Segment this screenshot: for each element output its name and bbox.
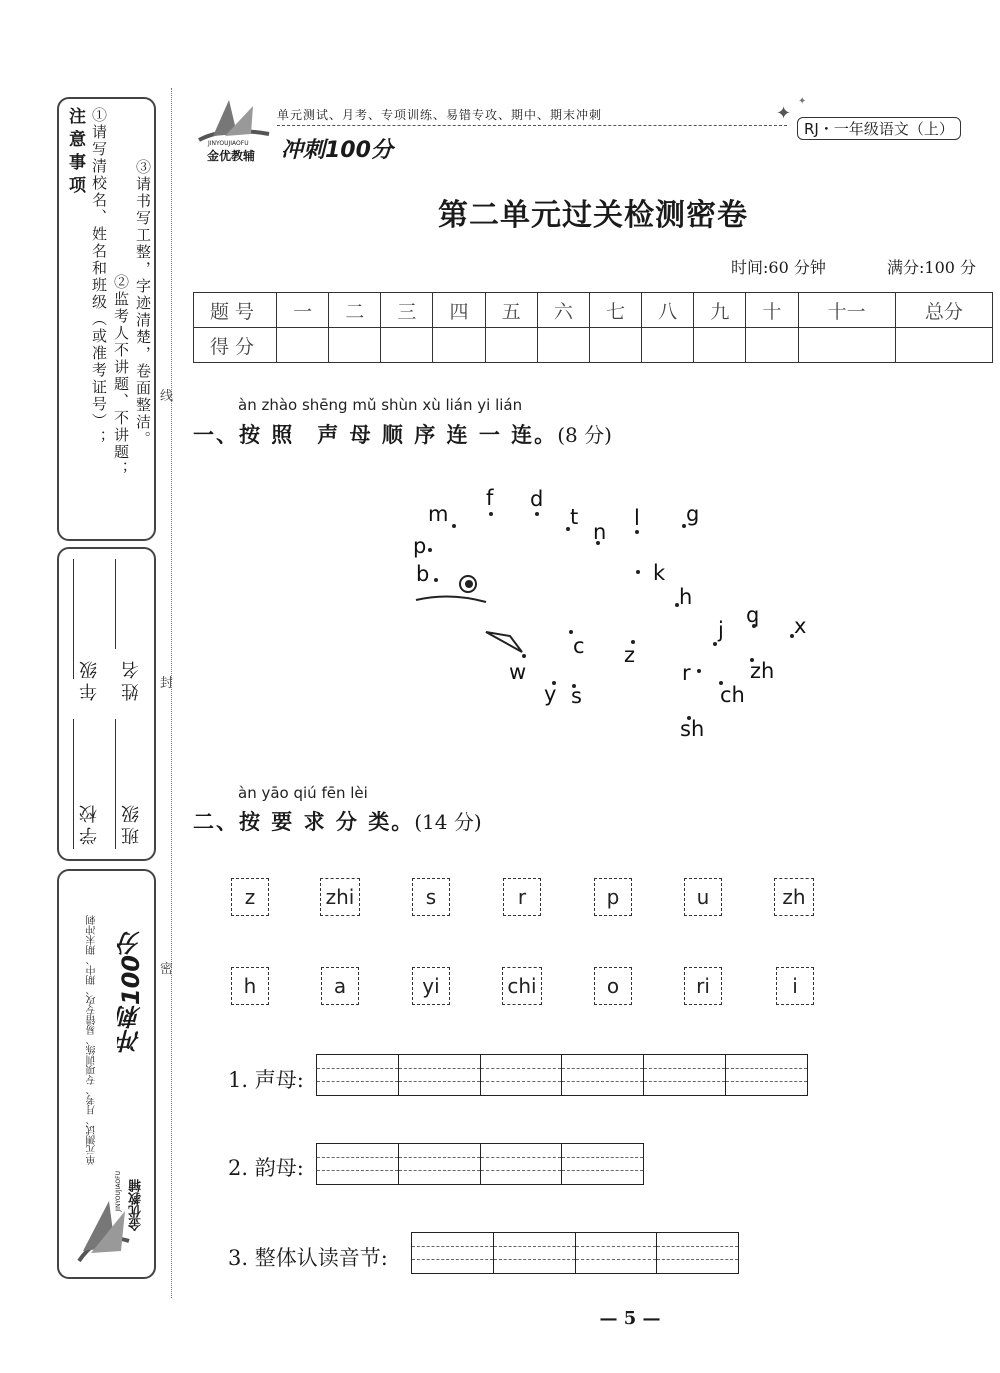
score-cell[interactable]: [694, 328, 746, 363]
answer-cell[interactable]: [656, 1233, 738, 1273]
cut-char-line: 线: [160, 389, 174, 404]
answer-cell[interactable]: [725, 1055, 807, 1095]
answer-cell[interactable]: [317, 1144, 398, 1184]
answer-cell[interactable]: [643, 1055, 725, 1095]
letter-g: g: [686, 502, 700, 526]
syllable-card[interactable]: r: [503, 878, 541, 916]
score-table: [193, 292, 993, 363]
syllable-card[interactable]: u: [684, 878, 722, 916]
answer-cell[interactable]: [575, 1233, 657, 1273]
letter-b: b: [416, 562, 430, 586]
section1-pinyin: àn zhào shēng mǔ shùn xù lián yi lián: [238, 396, 523, 414]
grade-badge: RJ・一年级语文（上）: [797, 117, 961, 140]
score-col: 二: [329, 293, 381, 328]
letter-h: h: [679, 585, 693, 609]
connect-dot-p[interactable]: [428, 548, 432, 552]
connect-dot-f[interactable]: [489, 512, 493, 516]
header-subtitle: 单元测试、月考、专项训练、易错专攻、期中、期末冲刺: [277, 108, 603, 122]
score-table-row: [194, 328, 993, 363]
answer-cell[interactable]: [561, 1055, 643, 1095]
score-cell[interactable]: [329, 328, 381, 363]
letter-sh: sh: [680, 717, 705, 741]
letter-ch: ch: [720, 683, 745, 707]
header-logo-cn: 金优教辅: [207, 149, 256, 163]
answer-cell[interactable]: [317, 1055, 398, 1095]
notice-line-3: ③请书写工整，字迹清楚，卷面整洁。: [134, 159, 152, 448]
class-label: 班级: [121, 801, 142, 845]
letter-l: l: [634, 506, 640, 530]
header-logo-en: JINYOUJIAOFU: [208, 140, 249, 147]
syllable-card[interactable]: s: [412, 878, 450, 916]
section2-pinyin: àn yāo qiú fēn lèi: [238, 784, 368, 802]
section2-title-text: 二、按 要 求 分 类。: [193, 809, 415, 834]
notice-line-2: ②监考人不讲题、不讲题；: [112, 274, 130, 478]
time-info: 时间:60 分钟: [731, 258, 826, 277]
letter-d: d: [530, 487, 544, 511]
letter-j: j: [718, 618, 724, 642]
cut-char-secret: 密: [160, 962, 174, 977]
syllable-card[interactable]: yi: [412, 967, 450, 1005]
letter-f: f: [486, 486, 494, 510]
page-title: 第二单元过关检测密卷: [438, 198, 748, 233]
score-col: 九: [694, 293, 746, 328]
letter-zh: zh: [750, 659, 775, 683]
name-field[interactable]: [115, 559, 146, 649]
connect-dot-r[interactable]: [697, 669, 701, 673]
grade-label: 年级: [79, 657, 100, 701]
score-table-row: [194, 293, 993, 328]
name-label: 姓名: [121, 657, 142, 701]
connect-dot-l[interactable]: [635, 530, 639, 534]
answer-cell[interactable]: [398, 1055, 480, 1095]
section1-points: (8 分): [557, 423, 612, 447]
letter-s: s: [571, 684, 582, 708]
score-col: 七: [589, 293, 641, 328]
letter-c: c: [573, 634, 585, 658]
score-col: 十一: [798, 293, 895, 328]
answer-grid-2[interactable]: [316, 1143, 644, 1185]
score-col: 四: [433, 293, 485, 328]
score-cell[interactable]: [433, 328, 485, 363]
letter-w: w: [509, 660, 527, 684]
answer-cell[interactable]: [480, 1055, 562, 1095]
score-cell[interactable]: [381, 328, 433, 363]
header-dash-line: [277, 125, 787, 126]
page-number: — 5 —: [599, 1308, 661, 1329]
connect-dot-m[interactable]: [452, 524, 456, 528]
connect-dot-j[interactable]: [713, 642, 717, 646]
letter-k: k: [653, 561, 666, 585]
letter-x: x: [794, 614, 807, 638]
section2-title: [193, 806, 482, 836]
sparkle-icon: ✦: [798, 96, 807, 107]
connect-dot-k[interactable]: [636, 570, 640, 574]
score-cell[interactable]: [895, 328, 992, 363]
notice-title: 注意事项: [65, 107, 85, 199]
score-cell[interactable]: [642, 328, 694, 363]
letter-r: r: [682, 661, 691, 685]
score-cell[interactable]: [798, 328, 895, 363]
header-brand: 冲刺100分: [281, 138, 393, 163]
sparkle-icon: ✦: [776, 103, 792, 124]
score-cell[interactable]: [746, 328, 798, 363]
syllable-card[interactable]: ri: [684, 967, 722, 1005]
answer-cell[interactable]: [561, 1144, 643, 1184]
score-cell[interactable]: [277, 328, 329, 363]
logo-cn-vertical: 金优教辅: [129, 1179, 144, 1231]
brand-vertical: 冲刺100分: [117, 931, 145, 1054]
question-3-label: 3. 整体认读音节:: [228, 1246, 388, 1270]
letter-n: n: [593, 520, 607, 544]
answer-cell[interactable]: [493, 1233, 575, 1273]
syllable-card[interactable]: i: [776, 967, 814, 1005]
full-score-info: 满分:100 分: [887, 258, 977, 277]
score-col: 八: [642, 293, 694, 328]
syllable-card[interactable]: zh: [774, 878, 814, 916]
connect-dot-d[interactable]: [535, 512, 539, 516]
score-cell[interactable]: [537, 328, 589, 363]
answer-cell[interactable]: [412, 1233, 493, 1273]
question-1-label: 1. 声母:: [228, 1068, 304, 1092]
syllable-card[interactable]: chi: [502, 967, 542, 1005]
score-table-header: 题号: [194, 293, 277, 328]
answer-cell[interactable]: [480, 1144, 562, 1184]
logo-en-vertical: JINYOUJIAOFU: [115, 1171, 122, 1212]
score-cell[interactable]: [485, 328, 537, 363]
score-table-header: 得分: [194, 328, 277, 363]
answer-grid-1[interactable]: [316, 1054, 808, 1096]
section1-title: [193, 419, 612, 449]
connect-dot-b[interactable]: [434, 578, 438, 582]
notice-line-1: ①请写清校名、姓名和班级（或准考证号）；: [90, 107, 108, 447]
answer-cell[interactable]: [398, 1144, 480, 1184]
section2-points: (14 分): [414, 810, 482, 834]
score-col: 五: [485, 293, 537, 328]
score-col: 六: [537, 293, 589, 328]
student-info-box: [57, 547, 156, 861]
score-col: 总分: [895, 293, 992, 328]
score-col: 十: [746, 293, 798, 328]
score-col: 三: [381, 293, 433, 328]
letter-m: m: [428, 502, 449, 526]
letter-p: p: [413, 534, 427, 558]
letter-y: y: [544, 682, 557, 706]
syllable-card[interactable]: o: [594, 967, 632, 1005]
answer-grid-3[interactable]: [411, 1232, 739, 1274]
letter-z: z: [624, 643, 636, 667]
notice-box: [57, 97, 156, 541]
section1-title-text: 一、按 照 声 母 顺 序 连 一 连。: [193, 422, 558, 447]
letter-q: q: [746, 603, 760, 627]
cut-line: [171, 88, 172, 1298]
syllable-card[interactable]: h: [231, 967, 269, 1005]
syllable-card[interactable]: z: [231, 878, 269, 916]
score-cell[interactable]: [589, 328, 641, 363]
brand-box: [57, 869, 156, 1279]
ad-line: 单元测试、月考、专项训练、易错专攻、期中、期末冲刺: [87, 915, 98, 1165]
letter-t: t: [570, 505, 579, 529]
connect-dot-w[interactable]: [522, 654, 526, 658]
syllable-card[interactable]: zhi: [320, 878, 360, 916]
question-2-label: 2. 韵母:: [228, 1156, 304, 1180]
score-col: 一: [277, 293, 329, 328]
cut-char-seal: 封: [160, 676, 174, 691]
syllable-card[interactable]: p: [594, 878, 632, 916]
school-label: 学校: [79, 801, 100, 845]
syllable-card[interactable]: a: [321, 967, 359, 1005]
